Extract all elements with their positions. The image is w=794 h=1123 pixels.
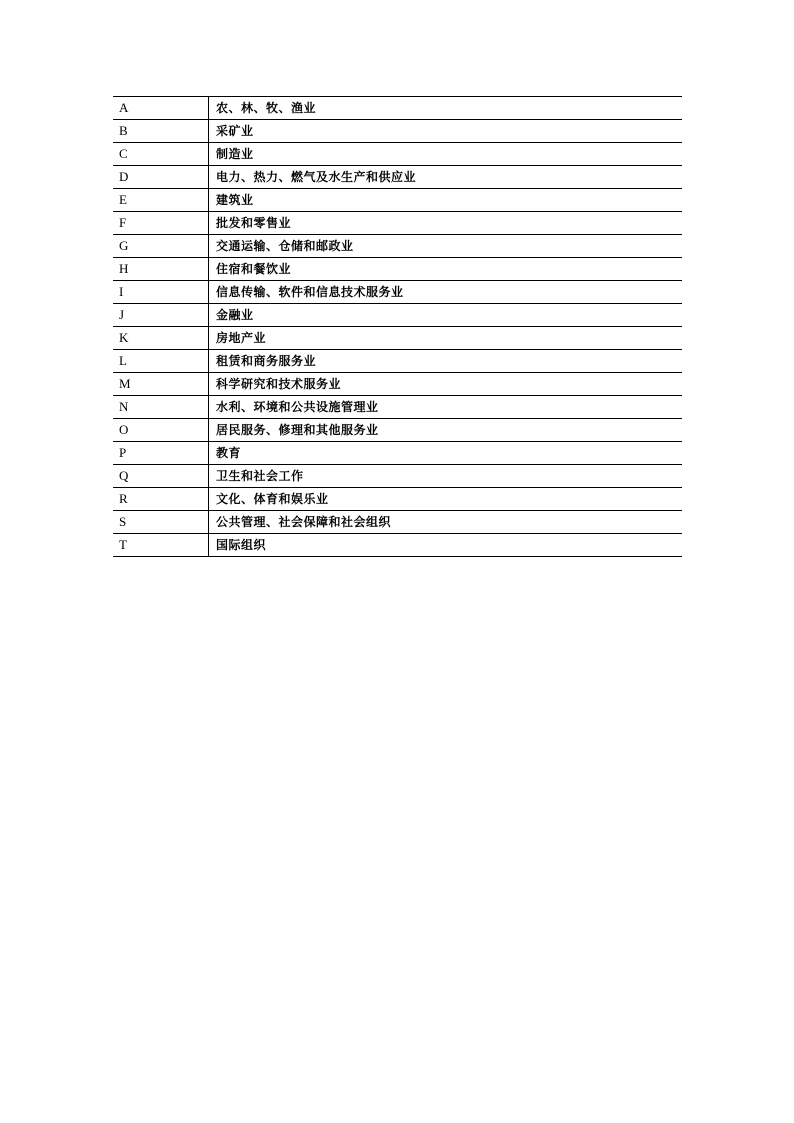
table-row xyxy=(113,534,682,557)
industry-name: 卫生和社会工作 xyxy=(209,465,683,488)
industry-name: 信息传输、软件和信息技术服务业 xyxy=(209,281,683,304)
industry-code: S xyxy=(113,511,209,534)
industry-code: E xyxy=(113,189,209,212)
industry-code: L xyxy=(113,350,209,373)
industry-name: 公共管理、社会保障和社会组织 xyxy=(209,511,683,534)
industry-name: 电力、热力、燃气及水生产和供应业 xyxy=(209,166,683,189)
industry-code: T xyxy=(113,534,209,557)
industry-name: 科学研究和技术服务业 xyxy=(209,373,683,396)
industry-name: 采矿业 xyxy=(209,120,683,143)
industry-name: 文化、体育和娱乐业 xyxy=(209,488,683,511)
table-row xyxy=(113,465,682,488)
table-row xyxy=(113,235,682,258)
industry-code: A xyxy=(113,97,209,120)
industry-code: D xyxy=(113,166,209,189)
industry-name: 租赁和商务服务业 xyxy=(209,350,683,373)
industry-code: N xyxy=(113,396,209,419)
industry-table-body xyxy=(113,97,682,557)
industry-classification-table xyxy=(113,96,682,557)
industry-name: 居民服务、修理和其他服务业 xyxy=(209,419,683,442)
table-row xyxy=(113,488,682,511)
table-row xyxy=(113,189,682,212)
industry-code: K xyxy=(113,327,209,350)
table-row xyxy=(113,327,682,350)
table-row xyxy=(113,143,682,166)
industry-code: C xyxy=(113,143,209,166)
industry-name: 水利、环境和公共设施管理业 xyxy=(209,396,683,419)
industry-code: G xyxy=(113,235,209,258)
industry-name: 金融业 xyxy=(209,304,683,327)
table-row xyxy=(113,511,682,534)
industry-code: O xyxy=(113,419,209,442)
industry-name: 建筑业 xyxy=(209,189,683,212)
table-row xyxy=(113,97,682,120)
table-row xyxy=(113,373,682,396)
table-row xyxy=(113,350,682,373)
table-row xyxy=(113,166,682,189)
industry-name: 国际组织 xyxy=(209,534,683,557)
industry-name: 教育 xyxy=(209,442,683,465)
table-row xyxy=(113,258,682,281)
industry-name: 农、林、牧、渔业 xyxy=(209,97,683,120)
industry-code: Q xyxy=(113,465,209,488)
industry-name: 交通运输、仓储和邮政业 xyxy=(209,235,683,258)
table-row xyxy=(113,304,682,327)
table-row xyxy=(113,442,682,465)
industry-code: M xyxy=(113,373,209,396)
industry-name: 批发和零售业 xyxy=(209,212,683,235)
industry-name: 制造业 xyxy=(209,143,683,166)
industry-code: B xyxy=(113,120,209,143)
table-row xyxy=(113,281,682,304)
industry-code: F xyxy=(113,212,209,235)
industry-code: R xyxy=(113,488,209,511)
industry-code: H xyxy=(113,258,209,281)
industry-code: I xyxy=(113,281,209,304)
table-row xyxy=(113,396,682,419)
table-row xyxy=(113,120,682,143)
industry-code: J xyxy=(113,304,209,327)
industry-name: 住宿和餐饮业 xyxy=(209,258,683,281)
table-row xyxy=(113,212,682,235)
table-row xyxy=(113,419,682,442)
industry-name: 房地产业 xyxy=(209,327,683,350)
industry-code: P xyxy=(113,442,209,465)
